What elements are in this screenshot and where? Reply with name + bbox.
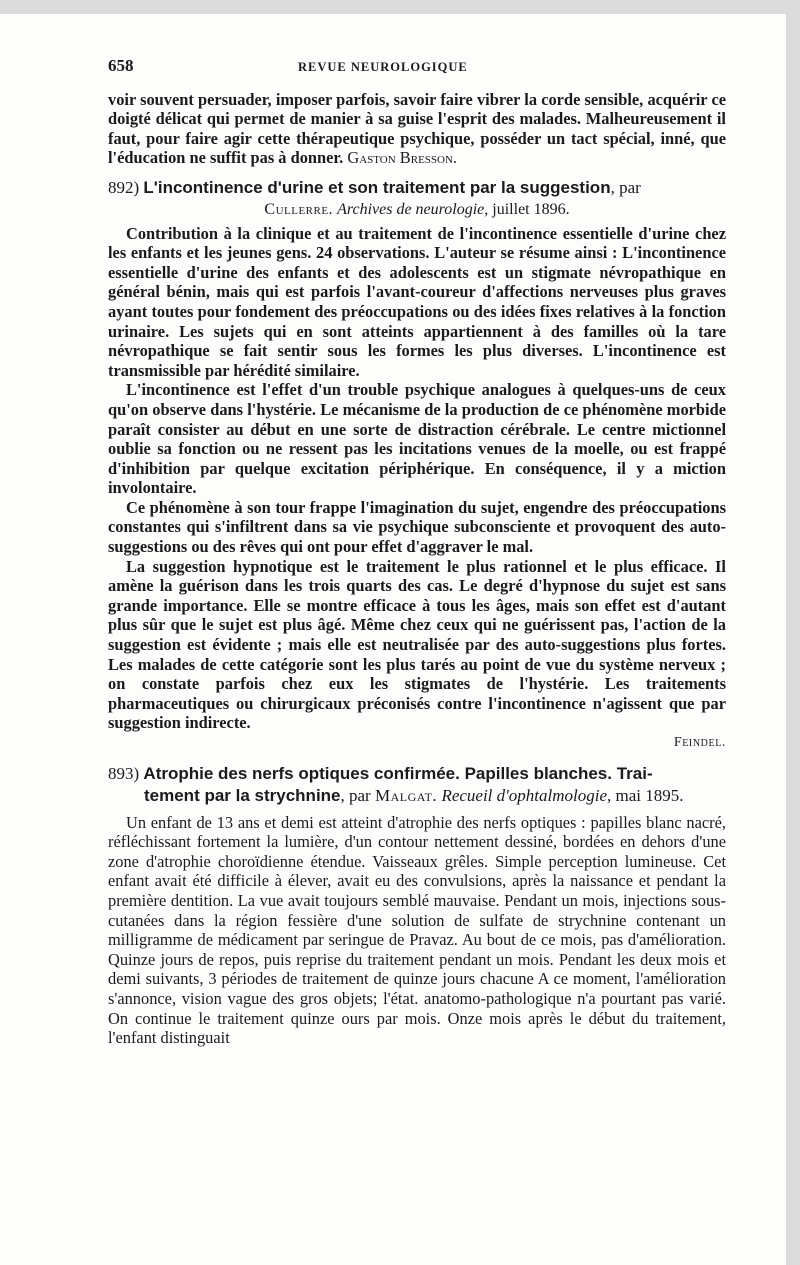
- article-by: , par: [340, 785, 371, 805]
- body-paragraph: La suggestion hypnotique est le traitement le plus rationnel et le plus efficace. Il amène la guérison dans les trois quarts des cas. Le degré d'hypnose du sujet est sans grande importance. Elle se montre efficace à tous les âges, mais son effet est d'autant plus sûr que le sujet est plus âgé. Même chez ceux qui ne guérissent pas, l'action de la suggestion est évidente ; mais elle est neutralisée par des auto-suggestions plus fortes. Les malades de cette catégorie sont les plus tarés au point de vue du système nerveux ; on constate parfois chez eux les stigmates de l'hystérie. Les traitements pharmaceutiques ou chirurgicaux préconisés contre l'incontinence n'agissent que par suggestion indirecte.: [108, 556, 726, 733]
- article-date: mai 1895.: [615, 785, 684, 805]
- article-892-citation: [108, 200, 726, 220]
- article-number: 892): [108, 177, 140, 197]
- article-893-body: [108, 813, 726, 1048]
- article-892-body: [108, 224, 726, 733]
- article-number: 893): [108, 763, 140, 783]
- scan-edge-right: [786, 0, 800, 1265]
- body-paragraph: L'incontinence est l'effet d'un trouble psychique analogues à quelques-uns de ceux qu'on observe dans l'hystérie. Le mécanisme de la production de ce phénomène morbide paraît consister au début en une sorte de distraction cérébrale. Le centre mictionnel oublie sa fonction ou ne ressent pas les incitations venues de la moelle, ou est frappé d'inhibition par quelque excitation périphérique. En conséquence, il y a miction involontaire.: [108, 380, 726, 498]
- body-paragraph: Un enfant de 13 ans et demi est atteint d'atrophie des nerfs optiques : papilles blanc nacré, réfléchissant fortement la lumière, d'un contour nettement dessiné, bordées en dehors d'une zone d'atrophie choroïdienne étendue. Vaisseaux grêles. Simple perception lumineuse. Cet enfant avait été difficile à élever, avait eu des convulsions, après la naissance et pendant la première dentition. La vue avait toujours semblé mauvaise. Pendant un mois, injections sous-cutanées dans la région fessière d'une solution de sulfate de strychnine contenant un milligramme de médicament par seringue de Pravaz. Au bout de ce mois, pas d'amélioration. Quinze jours de repos, puis reprise du traitement pendant un mois. Pendant les deux mois et demi suivants, 3 périodes de traitement de quinze jours chacune A ce moment, l'amélioration s'annonce, vision vague des gros objets; l'état. anatomo-pathologique n'a pourtant pas varié. On continue le traitement quinze ours par mois. Onze mois après le début du traitement, l'enfant distinguait: [108, 812, 726, 1048]
- body-paragraph: Contribution à la clinique et au traitement de l'incontinence essentielle d'urine chez les enfants et les jeunes gens. 24 observations. L'auteur se résume ainsi : L'incontinence essentielle d'urine des enfants et des adolescents est un stigmate névropathique en général bénin, mais qui est parfois l'avant-coureur d'affections nerveuses plus graves ayant toutes pour fondement des préoccupations ou des idées fixes relatives à la fonction urinaire. Les sujets qui en sont atteints appartiennent à des familles où la tare névropathique se fait sentir sous les formes les plus diverses. L'incontinence est transmissible par hérédité similaire.: [108, 223, 726, 380]
- article-893-heading: [108, 763, 726, 807]
- intro-text: voir souvent persuader, imposer parfois, savoir faire vibrer la corde sensible, acquérir ce doigté délicat qui permet de manier à sa guise l'esprit des malades. Malheureusement il faut, pour faire agir cette thérapeutique psychique, posséder un tact spécial, inné, que l'éducation ne suffit pas à donner.: [108, 89, 726, 168]
- scan-edge-top: [0, 0, 800, 14]
- running-title: REVUE NEUROLOGIQUE: [298, 60, 468, 74]
- intro-section: [108, 90, 726, 168]
- page-number: 658: [108, 56, 134, 75]
- body-paragraph: Ce phénomène à son tour frappe l'imagination du sujet, engendre des préoccupations constantes qui s'infiltrent dans sa vie psychique subconsciente et provoquent des auto-suggestions ou des rêves qui ont pour effet d'aggraver le mal.: [108, 497, 726, 557]
- article-author: Malgat.: [374, 785, 438, 805]
- article-title-line2: tement par la strychnine: [144, 785, 341, 805]
- article-journal: Archives de neurologie,: [337, 200, 489, 218]
- page-content: [108, 56, 726, 1048]
- article-892-signature: Feindel.: [673, 735, 726, 750]
- article-date: juillet 1896.: [492, 200, 570, 218]
- page-header: [108, 56, 726, 78]
- article-title: L'incontinence d'urine et son traitement par la suggestion: [143, 177, 611, 197]
- article-title-line1: Atrophie des nerfs optiques confirmée. Papilles blanches. Trai-: [143, 763, 653, 783]
- article-title-line2-wrap: [108, 785, 726, 807]
- article-892-heading: [108, 178, 726, 198]
- intro-signature: Gaston Bresson.: [347, 148, 458, 168]
- article-author: Cullerre.: [264, 200, 334, 218]
- article-by: , par: [610, 177, 641, 197]
- article-journal: Recueil d'ophtalmologie,: [441, 785, 612, 805]
- intro-paragraph: [108, 90, 726, 168]
